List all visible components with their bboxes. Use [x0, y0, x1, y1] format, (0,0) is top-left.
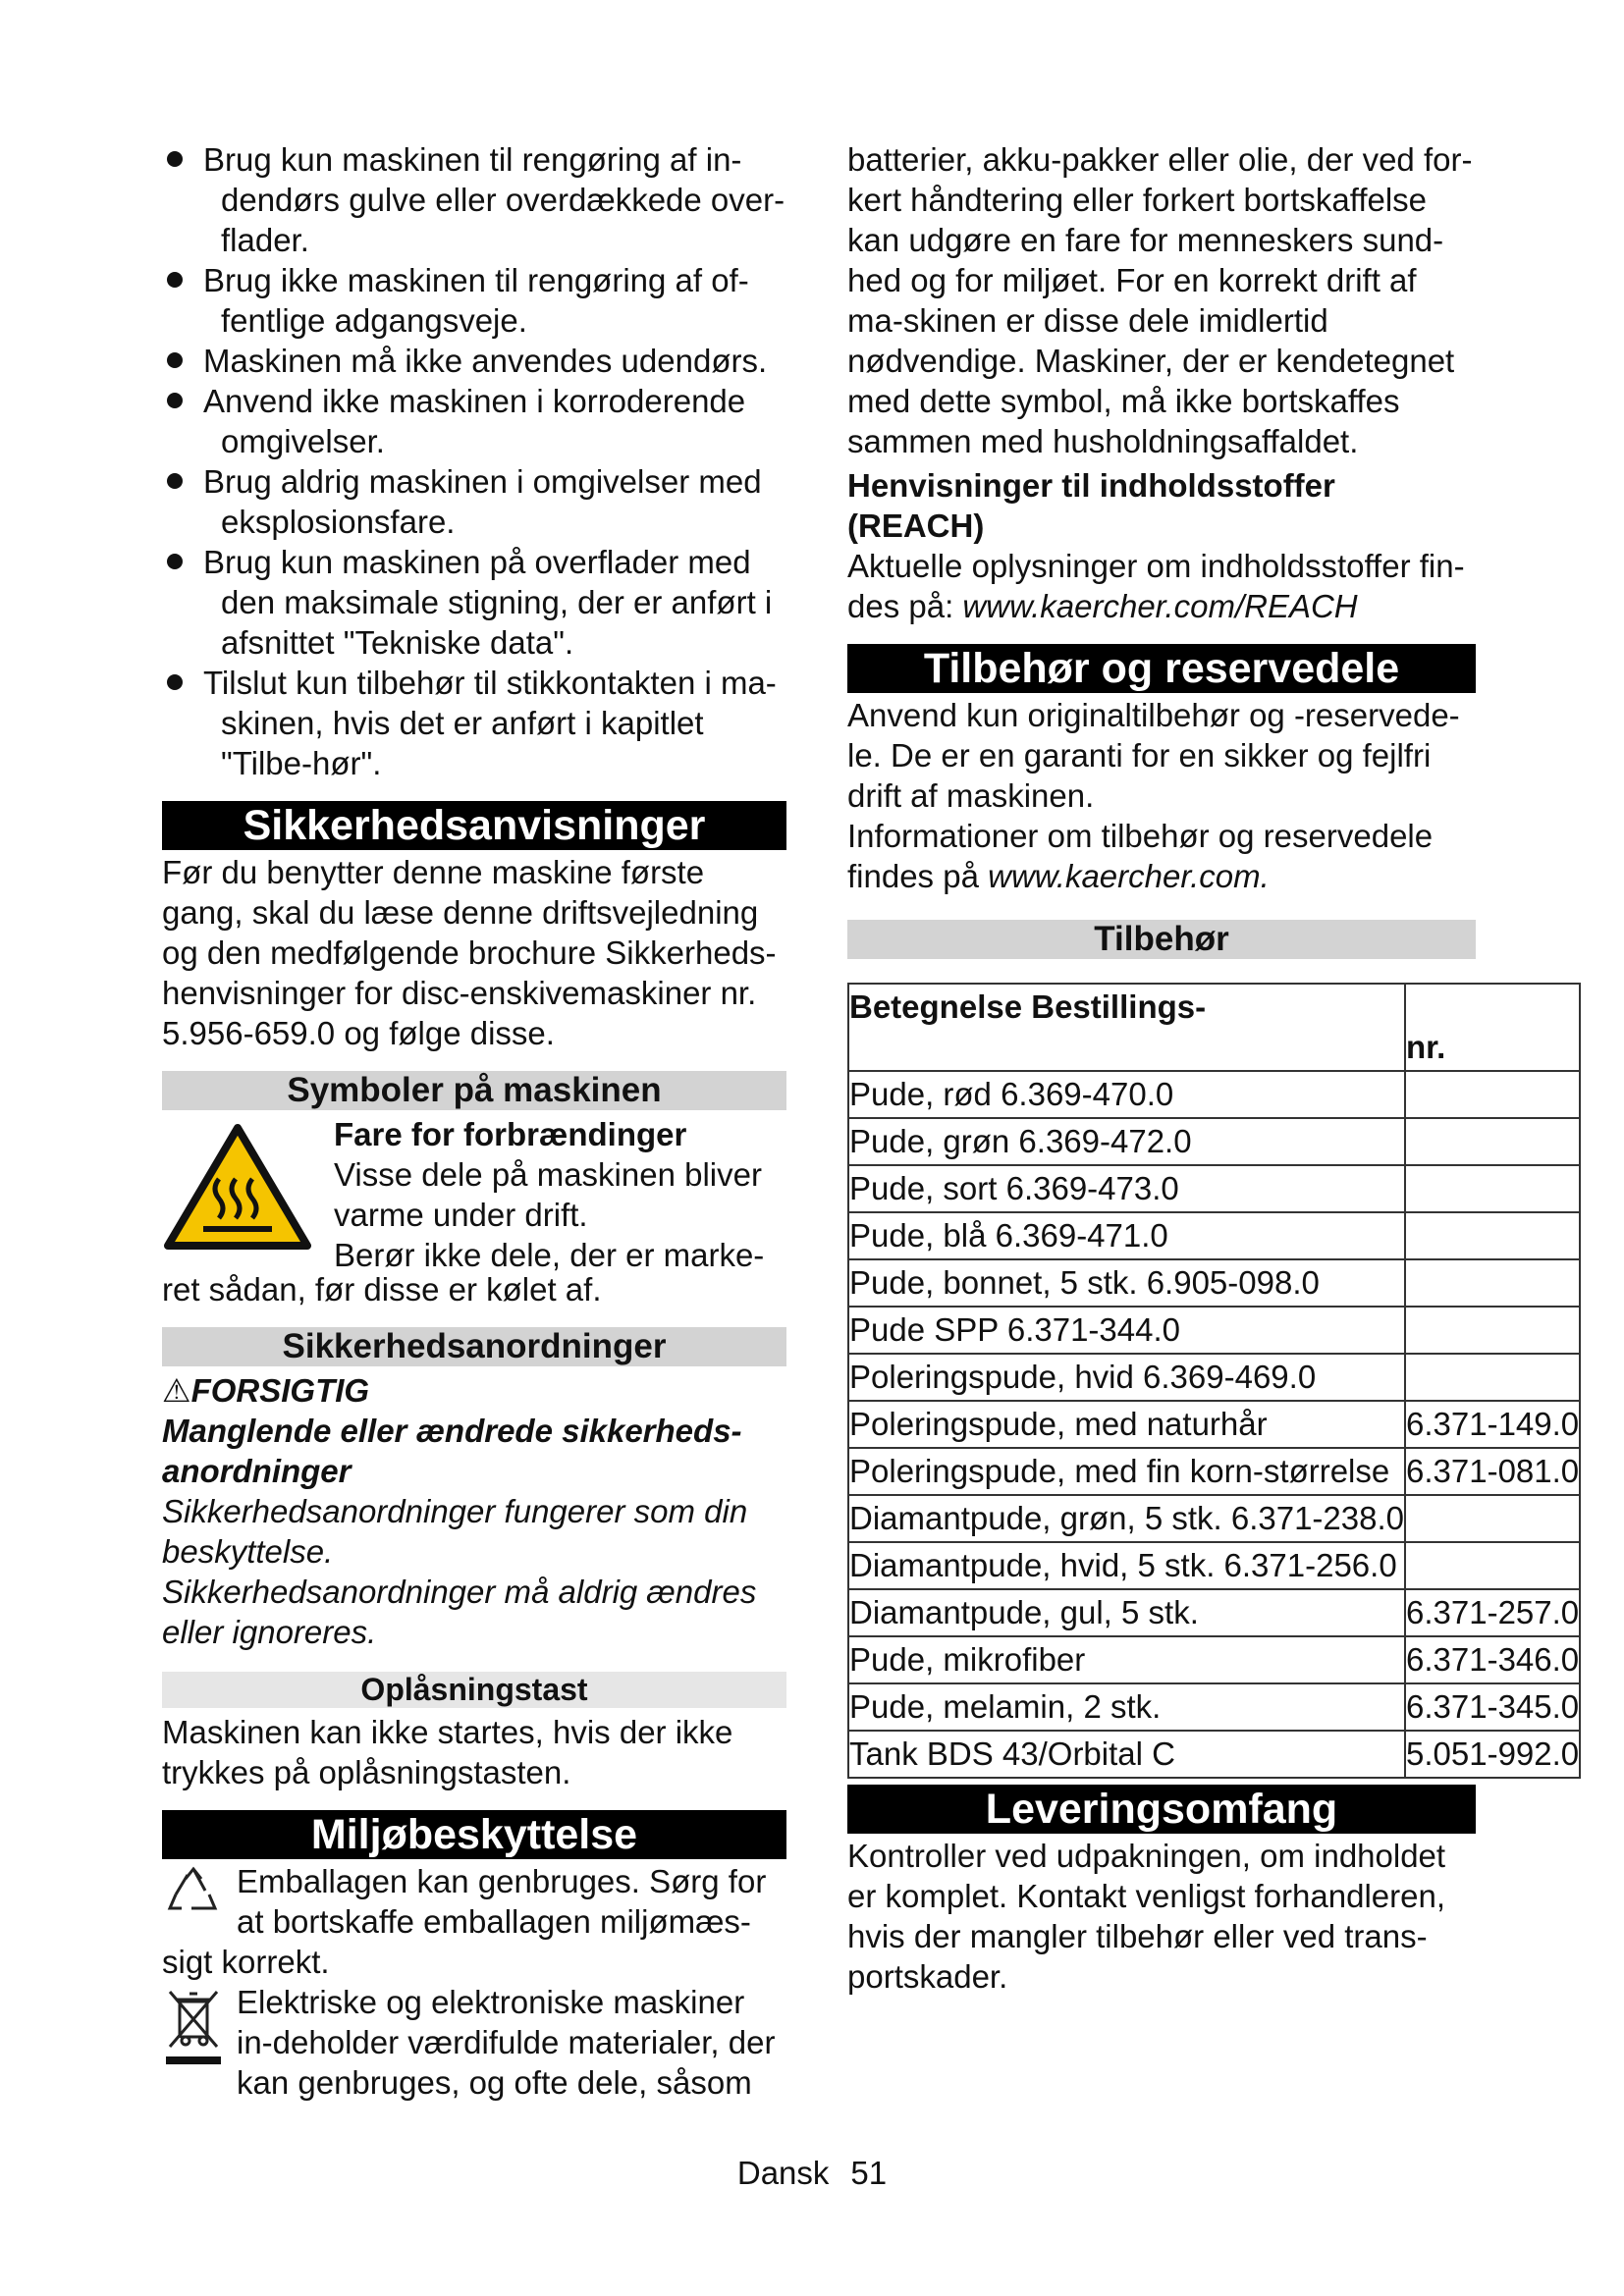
caution-label: ⚠FORSIGTIG [162, 1372, 370, 1409]
devices-line-2: Sikkerhedsanordninger må aldrig ændres eller ignoreres. [162, 1574, 757, 1650]
unlock-text: Maskinen kan ikke startes, hvis der ikke trykkes på oplåsningstasten. [162, 1714, 733, 1790]
accessories-text: Anvend kun originaltilbehør og -reservede-le. De er en garanti for en sikker og fejlfri drift af maskinen. [847, 697, 1460, 814]
list-item: Tilslut kun tilbehør til stikkontakten i ma-skinen, hvis det er anført i kapitlet "Tilbe-hør". [162, 663, 786, 783]
symbols-heading: Symboler på maskinen [162, 1071, 786, 1110]
accessories-info: Informationer om tilbehør og reservedele findes på www.kaercher.com. [847, 818, 1434, 894]
table-row: Poleringspude, hvid 6.369-469.0 [848, 1354, 1580, 1401]
table-row: Pude, melamin, 2 stk. 6.371-345.0 [848, 1683, 1580, 1731]
hazard-title: Fare for forbrændinger [334, 1116, 687, 1152]
accessories-table [847, 983, 1581, 1779]
hot-surface-warning-icon [164, 1122, 311, 1252]
table-row: Pude, sort 6.369-473.0 [848, 1165, 1580, 1212]
delivery-heading: Leveringsomfang [847, 1785, 1476, 1834]
left-column [162, 139, 786, 2103]
reach-text: Aktuelle oplysninger om indholdsstoffer fin-des på: www.kaercher.com/REACH [847, 548, 1465, 624]
unlock-heading: Oplåsningstast [162, 1672, 786, 1708]
kaercher-link[interactable]: www.kaercher.com. [988, 858, 1270, 894]
hazard-text-2: Berør ikke dele, der er marke- [334, 1237, 765, 1273]
list-item: Brug kun maskinen på overflader med den maksimale stigning, der er anført i afsnittet "Tekniske data". [162, 542, 786, 663]
list-item: Brug ikke maskinen til rengøring af of-fentlige adgangsveje. [162, 260, 786, 341]
recycle-icon [164, 1865, 223, 1932]
caution-title: Manglende eller ændrede sikkerheds-anordninger [162, 1413, 742, 1489]
accessories-heading: Tilbehør og reservedele [847, 644, 1476, 693]
weee-paragraph [162, 1982, 786, 2103]
table-row: Poleringspude, med fin korn-størrelse 6.371-081.0 [848, 1448, 1580, 1495]
table-row: Pude, mikrofiber 6.371-346.0 [848, 1636, 1580, 1683]
table-row: Pude, bonnet, 5 stk. 6.905-098.0 [848, 1259, 1580, 1307]
footer-language: Dansk [736, 2155, 830, 2191]
table-row: Diamantpude, grøn, 5 stk. 6.371-238.0 [848, 1495, 1580, 1542]
devices-heading: Sikkerhedsanordninger [162, 1327, 786, 1366]
right-column [847, 139, 1580, 1997]
table-row: Pude SPP 6.371-344.0 [848, 1307, 1580, 1354]
usage-bullet-list [162, 139, 786, 783]
page-footer [0, 2153, 1624, 2193]
safety-text: Før du benytter denne maskine første gang, skal du læse denne driftsvejledning og den medfølgende brochure Sikkerheds-henvisninger for disc-enskivemaskiner nr. 5.956-659.0 og følge disse. [162, 854, 777, 1051]
weee-text: Elektriske og elektroniske maskiner in-deholder værdifulde materialer, der kan genbruges, og ofte dele, såsom [237, 1984, 776, 2101]
list-item: Brug aldrig maskinen i omgivelser med eksplosionsfare. [162, 461, 786, 542]
reach-title: Henvisninger til indholdsstoffer (REACH) [847, 467, 1335, 544]
page-number: 51 [850, 2155, 888, 2191]
list-item: Anvend ikke maskinen i korroderende omgivelser. [162, 381, 786, 461]
crossed-bin-icon [164, 1986, 223, 2066]
table-row: Pude, rød 6.369-470.0 [848, 1071, 1580, 1118]
table-row: Pude, grøn 6.369-472.0 [848, 1118, 1580, 1165]
table-row: Diamantpude, hvid, 5 stk. 6.371-256.0 [848, 1542, 1580, 1589]
safety-heading: Sikkerhedsanvisninger [162, 801, 786, 850]
recycle-text-tail: sigt korrekt. [162, 1944, 330, 1980]
reach-link[interactable]: www.kaercher.com/REACH [962, 588, 1358, 624]
table-row: Pude, blå 6.369-471.0 [848, 1212, 1580, 1259]
environment-heading: Miljøbeskyttelse [162, 1810, 786, 1859]
delivery-text: Kontroller ved udpakningen, om indholdet er komplet. Kontakt venligst forhandleren, hvis der mangler tilbehør eller ved trans-portskader. [847, 1838, 1446, 1995]
table-row: Tank BDS 43/Orbital C 5.051-992.0 [848, 1731, 1580, 1778]
hazard-tail: ret sådan, før disse er kølet af. [162, 1271, 602, 1308]
hazard-text: Visse dele på maskinen bliver varme under drift. [334, 1156, 762, 1233]
table-header-row: Betegnelse Bestillings- nr. [848, 984, 1580, 1071]
tilbehor-heading: Tilbehør [847, 920, 1476, 959]
environment-continued: batterier, akku-pakker eller olie, der ved for-kert håndtering eller forkert bortskaffelse kan udgøre en fare for menneskers sund-hed og for miljøet. For en korrekt drift af ma-skinen er disse dele imidlertid nødvendige. Maskiner, der er kendetegnet med dette symbol, må ikke bortskaffes sammen med husholdningsaffaldet. [847, 141, 1473, 459]
list-item: Brug kun maskinen til rengøring af in-dendørs gulve eller overdækkede over-flader. [162, 139, 786, 260]
devices-line-1: Sikkerhedsanordninger fungerer som din beskyttelse. [162, 1493, 748, 1570]
recycle-paragraph: Emballagen kan genbruges. Sørg for at bortskaffe emballagen miljømæs- [162, 1861, 786, 1942]
table-row: Diamantpude, gul, 5 stk. 6.371-257.0 [848, 1589, 1580, 1636]
list-item: Maskinen må ikke anvendes udendørs. [162, 341, 786, 381]
table-row: Poleringspude, med naturhår 6.371-149.0 [848, 1401, 1580, 1448]
hazard-block [162, 1114, 786, 1275]
